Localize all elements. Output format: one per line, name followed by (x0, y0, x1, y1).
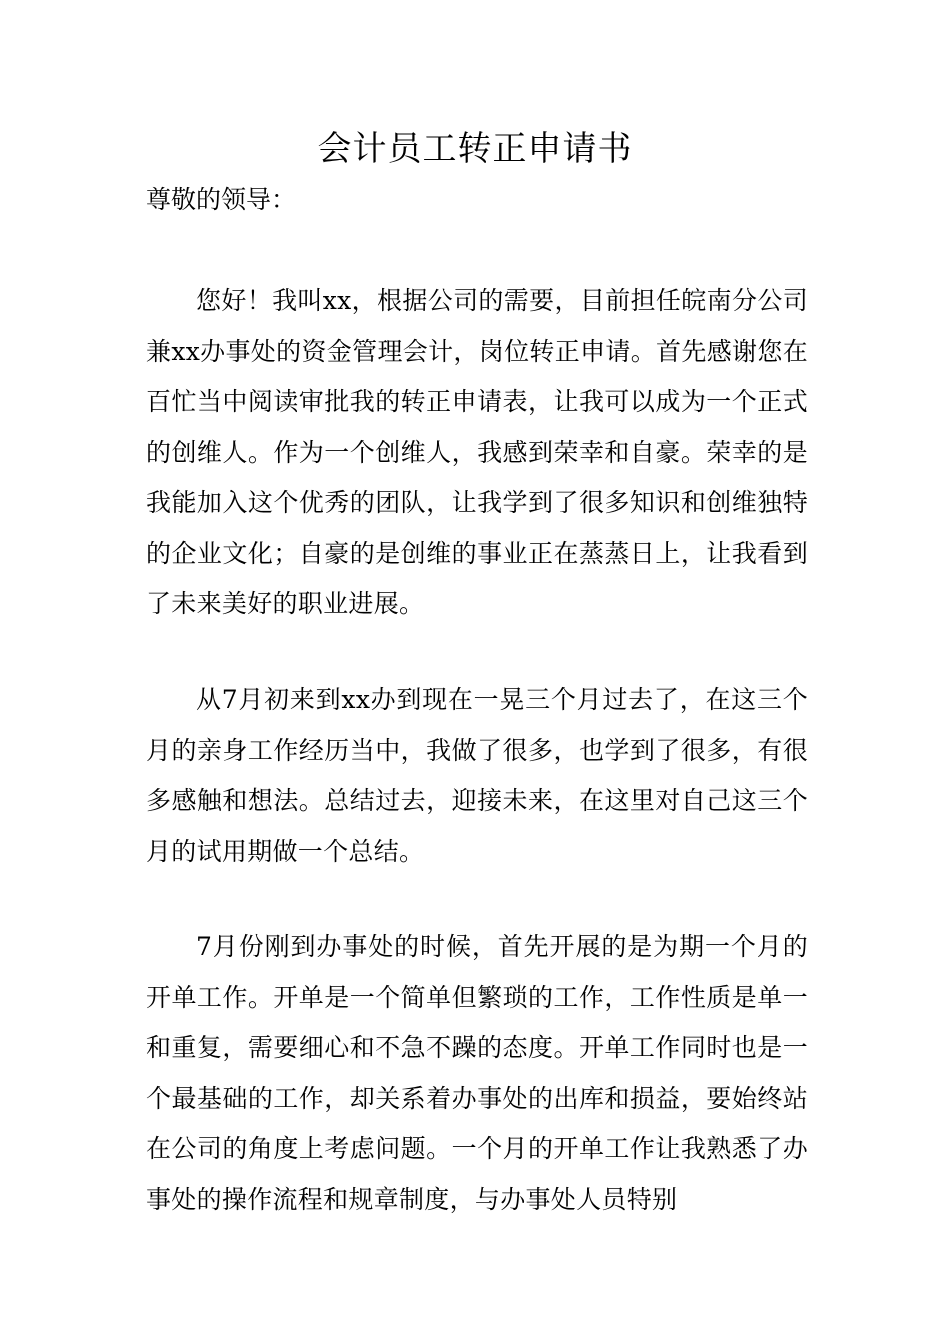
document-title: 会计员工转正申请书 (317, 129, 633, 169)
paragraph-1: 您好！我叫xx，根据公司的需要，目前担任皖南分公司兼xx办事处的资金管理会计，岗位转正申请。首先感谢您在百忙当中阅读审批我的转正申请表，让我可以成为一个正式的创维人。作为一个创维人，我感到荣幸和自豪。荣幸的是我能加入这个优秀的团队，让我学到了很多知识和创维独特的企业文化；自豪的是创维的事业正在蒸蒸日上，让我看到了未来美好的职业进展。 (146, 286, 808, 618)
paragraph-2: 从7月初来到xx办到现在一晃三个月过去了，在这三个月的亲身工作经历当中，我做了很多，也学到了很多，有很多感触和想法。总结过去，迎接未来，在这里对自己这三个月的试用期做一个总结。 (146, 685, 808, 866)
paragraph-3: 7月份刚到办事处的时候，首先开展的是为期一个月的开单工作。开单是一个简单但繁琐的工作，工作性质是单一和重复，需要细心和不急不躁的态度。开单工作同时也是一个最基础的工作，却关系着办事处的出库和损益，要始终站在公司的角度上考虑问题。一个月的开单工作让我熟悉了办事处的操作流程和规章制度，与办事处人员特别 (146, 932, 808, 1214)
salutation: 尊敬的领导： (146, 185, 297, 214)
